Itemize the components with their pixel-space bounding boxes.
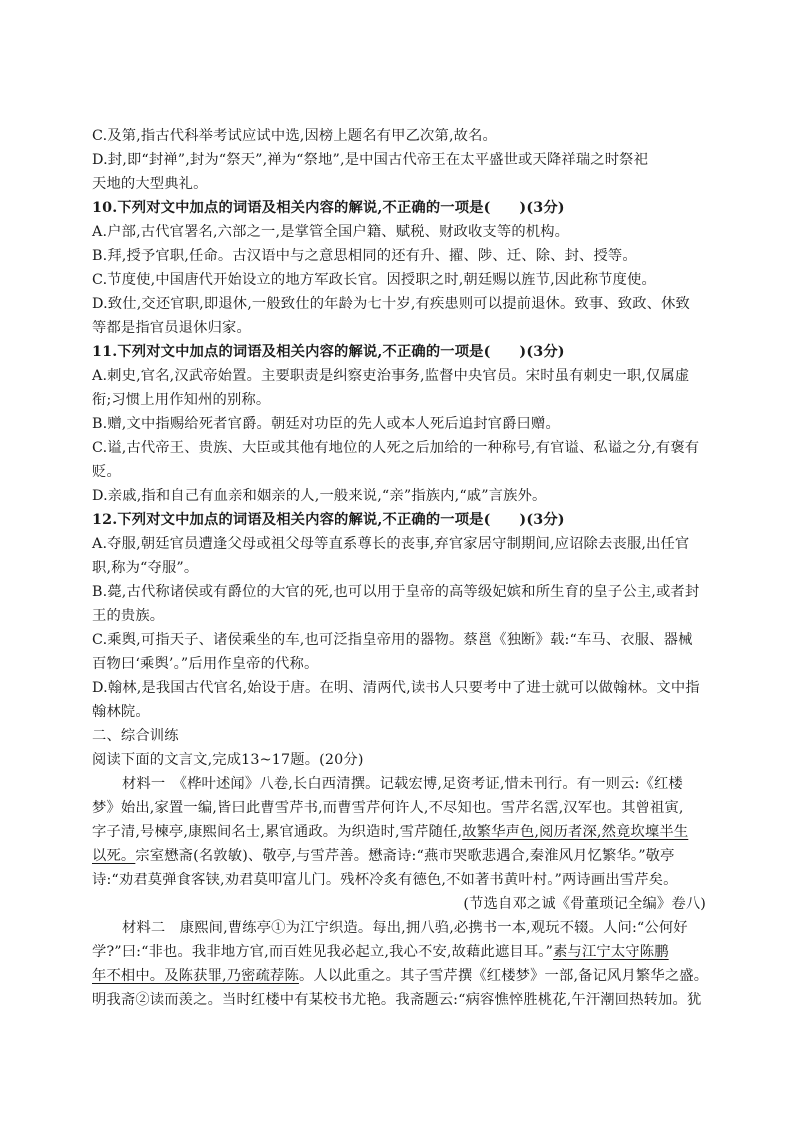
material-1-line-4 [92, 844, 706, 868]
option-b-q10: B.拜,授予官职,任命。古汉语中与之意思相同的还有升、擢、陟、迁、除、封、授等。 [92, 248, 637, 264]
option-c-q10: C.节度使,中国唐代开始设立的地方军政长官。因授职之时,朝廷赐以旌节,因此称节度使。 [92, 272, 656, 288]
material-2-line-1: 材料二 康熙间,曹练亭①为江宁织造。每出,拥八驺,必携书一本,观玩不辍。人问:“公何好 [122, 920, 688, 936]
option-d-q10-line-1: D.致仕,交还官职,即退休,一般致仕的年龄为七十岁,有疾患则可以提前退休。致事、致政、休致 [92, 296, 690, 312]
option-b-q11: B.赠,文中指赐给死者官爵。朝廷对功臣的先人或本人死后追封官爵曰赠。 [92, 416, 560, 432]
option-d-q12-line-2: 翰林院。 [92, 704, 150, 720]
question-10: 10.下列对文中加点的词语及相关内容的解说,不正确的一项是( )(3分) [92, 200, 565, 216]
material-1-line-1: 材料一 《桦叶述闻》八卷,长白西清撰。记载宏博,足资考证,惜未刊行。有一则云:《红楼 [122, 776, 683, 792]
option-a-q11-line-2: 衔;习惯上用作知州的别称。 [92, 392, 271, 408]
document-body [92, 124, 709, 1012]
underlined-sentence-1b: 以死。 [92, 848, 136, 864]
option-c-q11-line-1: C.谥,古代帝王、贵族、大臣或其他有地位的人死之后加给的一种称号,有官谥、私谥之分,有褒有 [92, 440, 700, 456]
option-d-q10-line-2: 等都是指官员退休归家。 [92, 320, 251, 336]
material-2-line-3 [92, 964, 709, 988]
material-1-line-5: 诗:“劝君莫弹食客铗,劝君莫叩富儿门。残杯冷炙有德色,不如著书黄叶村。”两诗画出雪芹矣。 [92, 872, 678, 888]
option-c-q12-line-1: C.乘舆,可指天子、诸侯乘坐的车,也可泛指皇帝用的器物。蔡邕《独断》载:“车马、衣服、器械 [92, 632, 693, 648]
option-b-q12-line-1: B.薨,古代称诸侯或有爵位的大官的死,也可以用于皇帝的高等级妃嫔和所生育的皇子公主,或者封 [92, 584, 700, 600]
option-d-q11: D.亲戚,指和自己有血亲和姻亲的人,一般来说,“亲”指族内,“戚”言族外。 [92, 488, 547, 504]
material-1-line-4-text: 宗室懋斋(名敦敏)、敬亭,与雪芹善。懋斋诗:“燕市哭歌悲遇合,秦淮风月忆繁华。”敬亭 [135, 848, 675, 864]
question-12: 12.下列对文中加点的词语及相关内容的解说,不正确的一项是( )(3分) [92, 512, 565, 528]
option-b-q12-line-2: 王的贵族。 [92, 608, 165, 624]
option-d-q9-line-2: 天地的大型典礼。 [92, 176, 208, 192]
question-11: 11.下列对文中加点的词语及相关内容的解说,不正确的一项是( )(3分) [92, 344, 565, 360]
reading-instruction: 阅读下面的文言文,完成13~17题。(20分) [92, 752, 364, 768]
underlined-sentence-2a: 素与江宁太守陈鹏 [553, 944, 669, 960]
option-a-q10: A.户部,古代官署名,六部之一,是掌管全国户籍、赋税、财政收支等的机构。 [92, 224, 570, 240]
section-heading: 二、综合训练 [92, 728, 179, 744]
option-d-q9-line-1: D.封,即“封禅”,封为“祭天”,禅为“祭地”,是中国古代帝王在太平盛世或天降祥瑞之时祭祀 [92, 152, 649, 168]
material-1-line-3-text: 字子清,号楝亭,康熙间名士,累官通政。为织造时,雪芹随任, [92, 824, 463, 840]
material-2-line-2-text: 学?”曰:“非也。我非地方官,而百姓见我必起立,我心不安,故藉此遮目耳。” [92, 944, 554, 960]
material-2-line-3-text: 。人以此重之。其子雪芹撰《红楼梦》一部,备记风月繁华之盛。 [298, 968, 709, 984]
underlined-sentence-2b: 年不相中。及陈获罪,乃密疏荐陈 [92, 968, 299, 984]
material-1-line-3 [92, 820, 706, 844]
option-c-q9-line: C.及第,指古代科举考试应试中选,因榜上题名有甲乙次第,故名。 [92, 128, 497, 144]
material-2-line-2 [92, 940, 706, 964]
material-1-line-2: 梦》始出,家置一编,皆曰此曹雪芹书,而曹雪芹何许人,不尽知也。雪芹名霑,汉军也。其曾祖寅, [92, 800, 684, 816]
option-a-q12-line-1: A.夺服,朝廷官员遭逢父母或祖父母等直系尊长的丧事,弃官家居守制期间,应诏除去丧服,出任官 [92, 536, 690, 552]
option-a-q11-line-1: A.刺史,官名,汉武帝始置。主要职责是纠察吏治事务,监督中央官员。宋时虽有刺史一职,仅属虚 [92, 368, 690, 384]
option-c-q12-line-2: 百物曰‘乘舆’。”后用作皇帝的代称。 [92, 656, 319, 672]
underlined-sentence-1a: 故繁华声色,阅历者深,然竟坎壈半生 [462, 824, 689, 840]
option-d-q12-line-1: D.翰林,是我国古代官名,始设于唐。在明、清两代,读书人只要考中了进士就可以做翰林。文中指 [92, 680, 700, 696]
material-2-line-4: 明我斋②读而羡之。当时红楼中有某校书尤艳。我斋题云:“病容憔悴胜桃花,午汗潮回热转加。犹 [92, 992, 702, 1008]
option-c-q11-line-2: 贬。 [92, 464, 121, 480]
material-1-source: (节选自邓之诚《骨董琐记全编》卷八) [463, 896, 706, 912]
option-a-q12-line-2: 职,称为“夺服”。 [92, 560, 199, 576]
